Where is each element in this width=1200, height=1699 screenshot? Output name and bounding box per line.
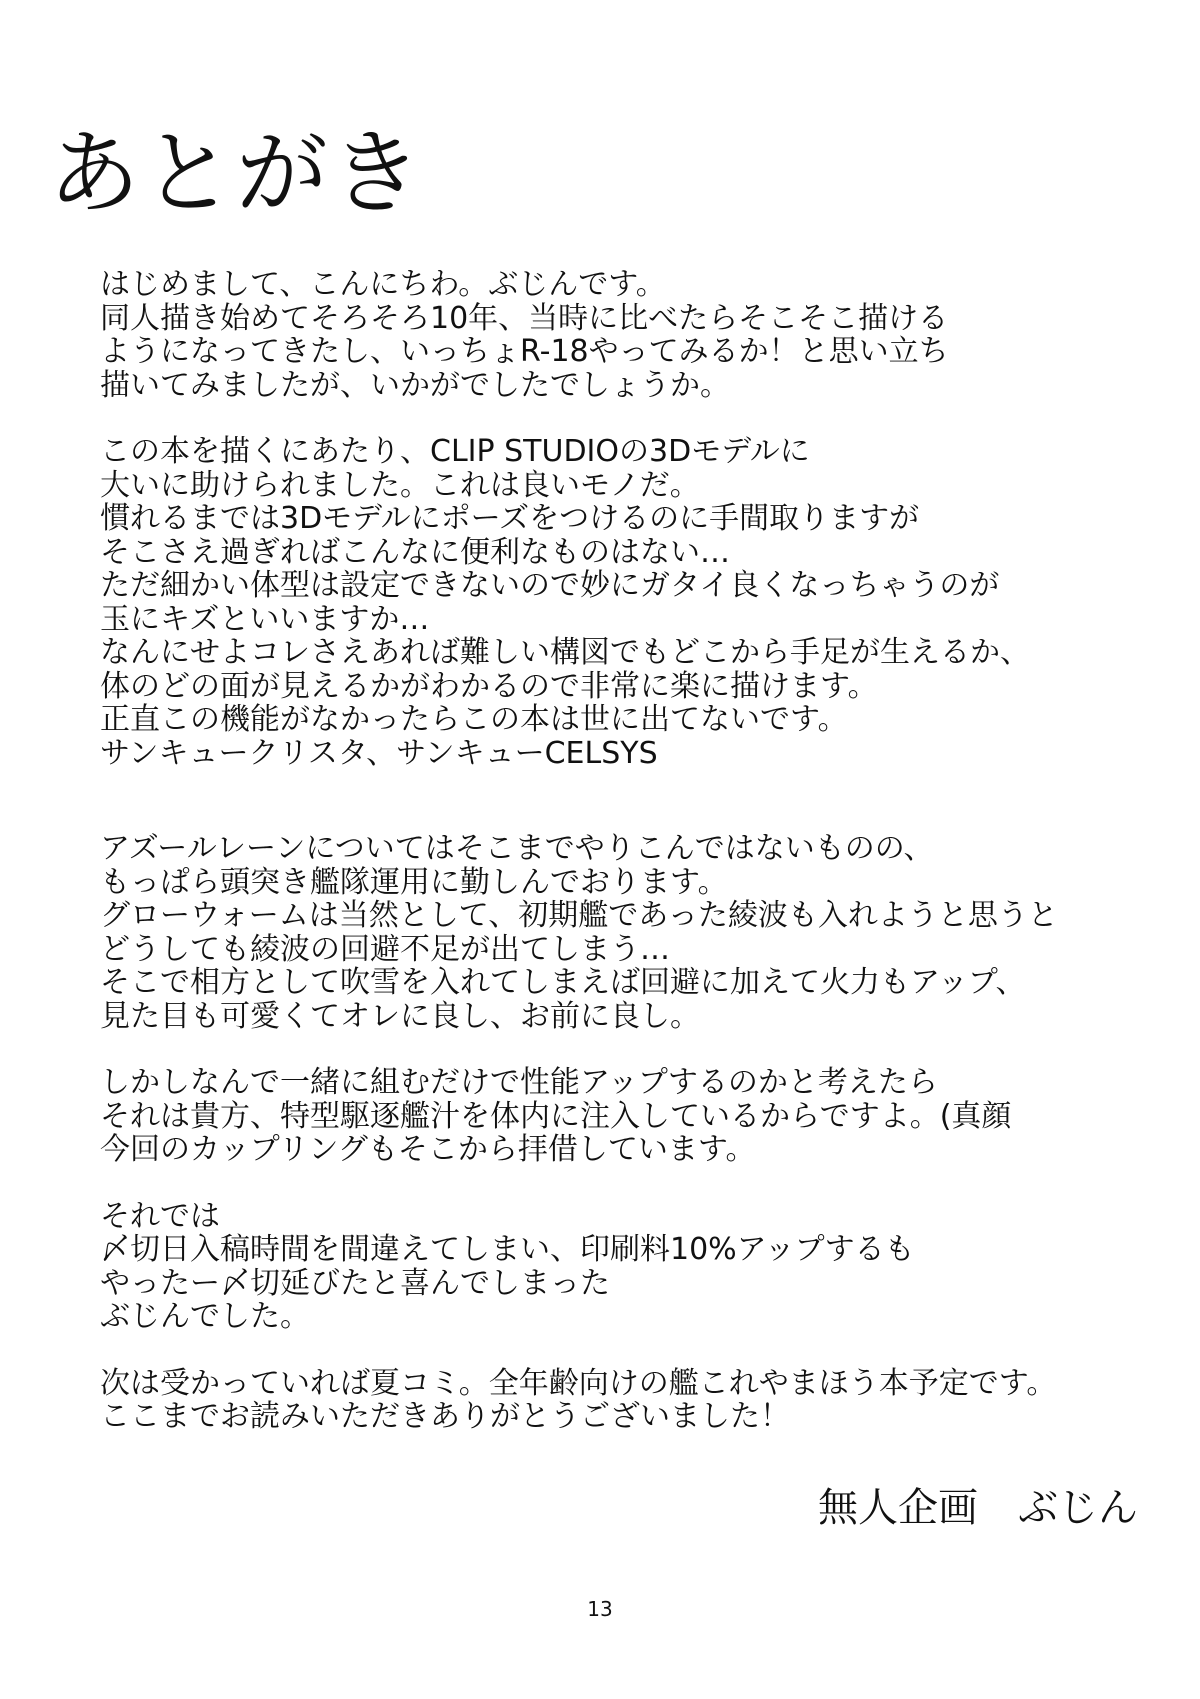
paragraph-gap: [100, 1167, 1160, 1200]
text-line: グローウォームは当然として、初期艦であった綾波も入れようと思うと: [100, 898, 1058, 933]
text-line: そこで相方として吹雪を入れてしまえば回避に加えて火力もアップ、: [100, 965, 1026, 1000]
paragraph-closing: [100, 1367, 1160, 1434]
text-line: そこさえ過ぎればこんなに便利なものはない…: [100, 534, 730, 570]
paragraph-gap: [100, 402, 1160, 435]
text-line: 見た目も可愛くてオレに良し、お前に良し。: [100, 998, 700, 1034]
text-line: アズールレーンについてはそこまでやりこんではないものの、: [100, 831, 934, 866]
paragraph-azur-lane: [100, 832, 1160, 1033]
text-line: 描いてみましたが、いかがでしたでしょうか。: [100, 367, 730, 403]
text-line: はじめまして、こんにちわ。ぶじんです。: [100, 267, 666, 302]
author-signature: 無人企画 ぶじん: [818, 1485, 1138, 1531]
text-line: なんにせよコレさえあれば難しい構図でもどこから手足が生えるか、: [100, 635, 1030, 670]
text-line: 正直この機能がなかったらこの本は世に出てないです。: [100, 702, 848, 737]
text-line: 慣れるまでは3Dモデルにポーズをつけるのに手間取りますが: [100, 501, 920, 536]
page-number: 13: [587, 1597, 613, 1621]
text-line: もっぱら頭突き艦隊運用に勤しんでおります。: [100, 864, 728, 900]
text-line: それでは: [100, 1198, 220, 1234]
text-line: どうしても綾波の回避不足が出てしまう…: [100, 931, 670, 967]
text-line: 玉にキズといいますか…: [100, 601, 430, 637]
paragraph-deadline: [100, 1200, 1160, 1334]
paragraph-gap: [100, 770, 1160, 832]
text-line: この本を描くにあたり、CLIP STUDIOの3Dモデルに: [100, 434, 810, 469]
text-line: やったー〆切延びたと喜んでしまった: [100, 1265, 610, 1301]
paragraph-greeting: [100, 268, 1160, 402]
paragraph-clip-studio: [100, 435, 1160, 770]
text-line: ぶじんでした。: [100, 1299, 310, 1334]
text-line: 今回のカップリングもそこから拝借しています。: [100, 1132, 756, 1167]
afterword-body: [100, 268, 1160, 1434]
text-line: しかしなんで一緒に組むだけで性能アップするのかと考えたら: [100, 1065, 938, 1100]
paragraph-gap: [100, 1033, 1160, 1066]
text-line: ようになってきたし、いっちょR-18やってみるか！と思い立ち: [100, 334, 949, 369]
text-line: 次は受かっていれば夏コミ。全年齢向けの艦これやまほう本予定です。: [100, 1365, 1057, 1401]
text-line: ただ細かい体型は設定できないので妙にガタイ良くなっちゃうのが: [100, 568, 1000, 603]
text-line: 同人描き始めてそろそろ10年、当時に比べたらそこそこ描ける: [100, 300, 949, 336]
text-line: 大いに助けられました。これは良いモノだ。: [100, 467, 700, 503]
paragraph-coupling: [100, 1066, 1160, 1167]
paragraph-gap: [100, 1334, 1160, 1367]
text-line: それは貴方、特型駆逐艦汁を体内に注入しているからですよ。(真顔: [100, 1098, 1012, 1134]
text-line: 〆切日入稿時間を間違えてしまい、印刷料10%アップするも: [100, 1232, 915, 1267]
page-title: あとがき: [48, 120, 425, 227]
text-line: 体のどの面が見えるかがわかるので非常に楽に描けます。: [100, 668, 878, 704]
text-line: ここまでお読みいただきありがとうございました！: [100, 1399, 790, 1434]
text-line: サンキュークリスタ、サンキューCELSYS: [100, 735, 658, 771]
